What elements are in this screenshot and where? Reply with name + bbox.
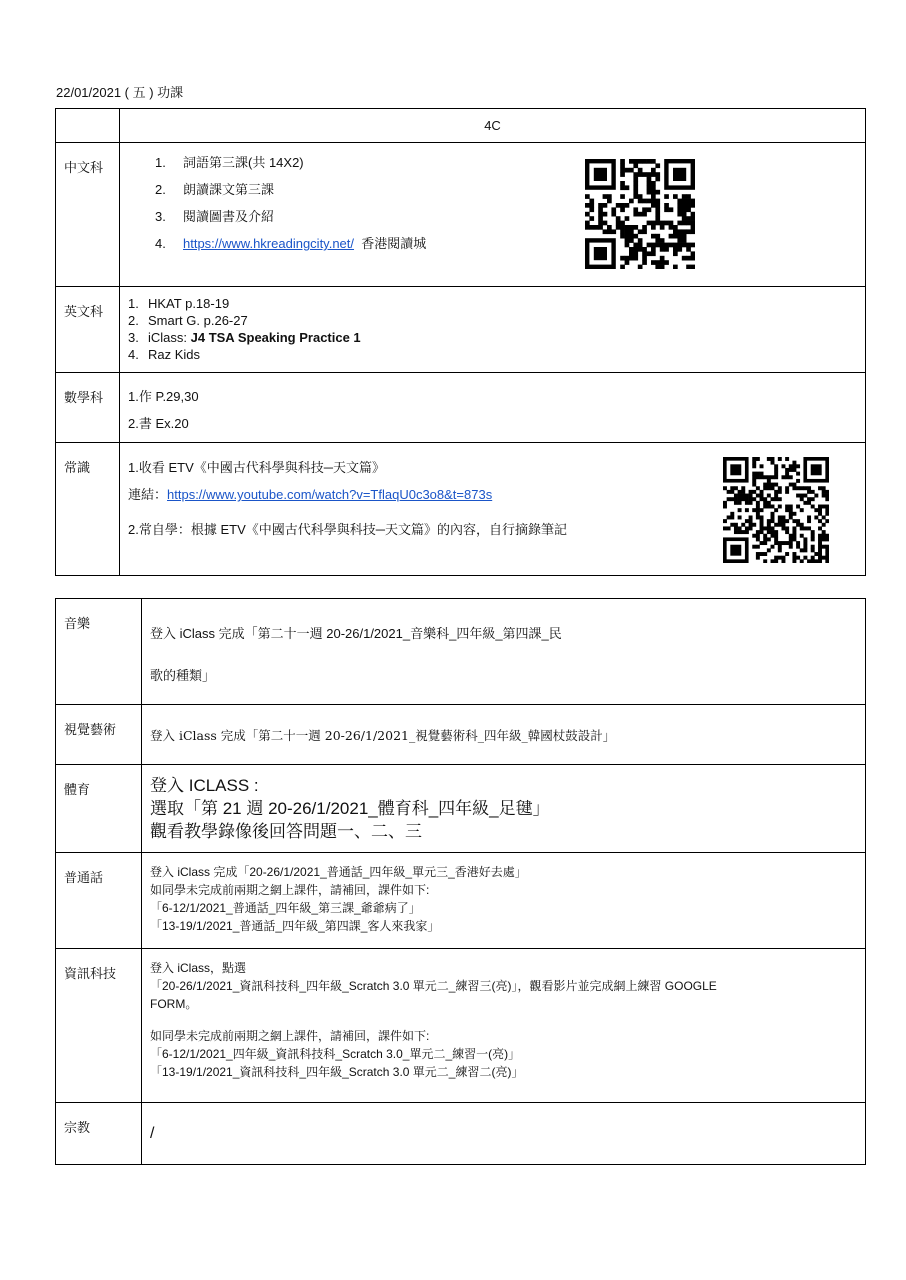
list-item: 2. 朗讀課文第三課 <box>155 182 275 197</box>
corner-cell <box>56 109 120 143</box>
math-line: 2.書 Ex.20 <box>128 416 189 431</box>
gs-homework <box>120 443 866 576</box>
chinese-homework <box>120 143 866 287</box>
music-line: 歌的種類」 <box>150 668 216 683</box>
page-title: 22/01/2021 ( 五 ) 功課 <box>56 85 184 100</box>
list-item: 2. Smart G. p.26-27 <box>128 313 248 328</box>
putonghua-line: 「13-19/1/2021_普通話_四年級_第四課_客人來我家」 <box>150 919 440 933</box>
class-header: 4C <box>120 109 866 143</box>
gs-line: 2.常自學：根據 ETV《中國古代科學與科技─天文篇》的內容，自行摘錄筆記 <box>128 522 567 537</box>
gs-line: 1.收看 ETV《中國古代科學與科技─天文篇》 <box>128 460 385 475</box>
math-line: 1.作 P.29,30 <box>128 389 199 404</box>
list-item: 4. Raz Kids <box>128 347 201 362</box>
gs-link-line: 連結：https://www.youtube.com/watch?v=TflaqU0c3o8&t=873s <box>128 487 493 502</box>
pe-line: 選取「第 21 週 20-26/1/2021_體育科_四年級_足毽」 <box>150 799 550 818</box>
pe-line: 觀看教學錄像後回答問題一、二、三 <box>150 822 422 841</box>
subject-music: 音樂 <box>56 599 142 705</box>
art-line: 登入 iClass 完成「第二十一週 20-26/1/2021_視覺藝術科_四年級_韓國杖鼓設計」 <box>150 728 616 743</box>
music-homework <box>142 599 866 705</box>
qr-code-graphic <box>585 159 695 269</box>
religion-homework <box>142 1103 866 1165</box>
list-item: 4. https://www.hkreadingcity.net/ 香港閱讀城 <box>155 236 427 251</box>
youtube-link[interactable]: https://www.youtube.com/watch?v=TflaqU0c3o8&t=873s <box>167 487 493 502</box>
pe-line: 登入 ICLASS : <box>150 776 259 795</box>
it-line: 如同學未完成前兩期之網上課件，請補回，課件如下: <box>150 1029 430 1043</box>
homework-table-core <box>55 108 866 576</box>
qr-code-icon <box>723 457 829 563</box>
subject-general-studies: 常識 <box>56 443 120 576</box>
it-line: FORM。 <box>150 997 198 1011</box>
subject-putonghua: 普通話 <box>56 853 142 949</box>
list-item: 1. HKAT p.18-19 <box>128 296 230 311</box>
subject-math: 數學科 <box>56 373 120 443</box>
subject-it: 資訊科技 <box>56 949 142 1103</box>
subject-chinese: 中文科 <box>56 143 120 287</box>
list-item: 1. 詞語第三課(共 14X2) <box>155 155 304 170</box>
pe-homework <box>142 765 866 853</box>
english-list <box>120 287 865 363</box>
music-line: 登入 iClass 完成「第二十一週 20-26/1/2021_音樂科_四年級_第四課_民 <box>150 626 562 641</box>
qr-code-icon <box>585 159 695 269</box>
it-line: 「6-12/1/2021_四年級_資訊科技科_Scratch 3.0_單元二_練習一(亮)」 <box>150 1047 521 1061</box>
it-line: 登入 iClass，點選 <box>150 961 247 975</box>
putonghua-line: 登入 iClass 完成「20-26/1/2021_普通話_四年級_單元三_香港好去處」 <box>150 865 527 879</box>
list-item: 3. 閱讀圖書及介紹 <box>155 209 275 224</box>
chinese-list <box>120 143 865 261</box>
homework-table-other <box>55 598 866 1165</box>
putonghua-homework <box>142 853 866 949</box>
religion-text: / <box>150 1125 155 1142</box>
hkreadingcity-link[interactable]: https://www.hkreadingcity.net/ <box>183 236 355 251</box>
putonghua-line: 「6-12/1/2021_普通話_四年級_第三課_爺爺病了」 <box>150 901 421 915</box>
math-homework <box>120 373 866 443</box>
art-homework <box>142 705 866 765</box>
subject-religion: 宗教 <box>56 1103 142 1165</box>
subject-visual-arts: 視覺藝術 <box>56 705 142 765</box>
list-item: 3. iClass: J4 TSA Speaking Practice 1 <box>128 330 361 345</box>
english-homework <box>120 287 866 373</box>
it-line: 「20-26/1/2021_資訊科技科_四年級_Scratch 3.0 單元二_練習三(亮)」，觀看影片並完成網上練習 GOOGLE <box>150 979 717 993</box>
subject-pe: 體育 <box>56 765 142 853</box>
it-line: 「13-19/1/2021_資訊科技科_四年級_Scratch 3.0 單元二_練習二(亮)」 <box>150 1065 524 1079</box>
putonghua-line: 如同學未完成前兩期之網上課件，請補回，課件如下: <box>150 883 430 897</box>
subject-english: 英文科 <box>56 287 120 373</box>
it-homework <box>142 949 866 1103</box>
qr-code-graphic <box>723 457 829 563</box>
